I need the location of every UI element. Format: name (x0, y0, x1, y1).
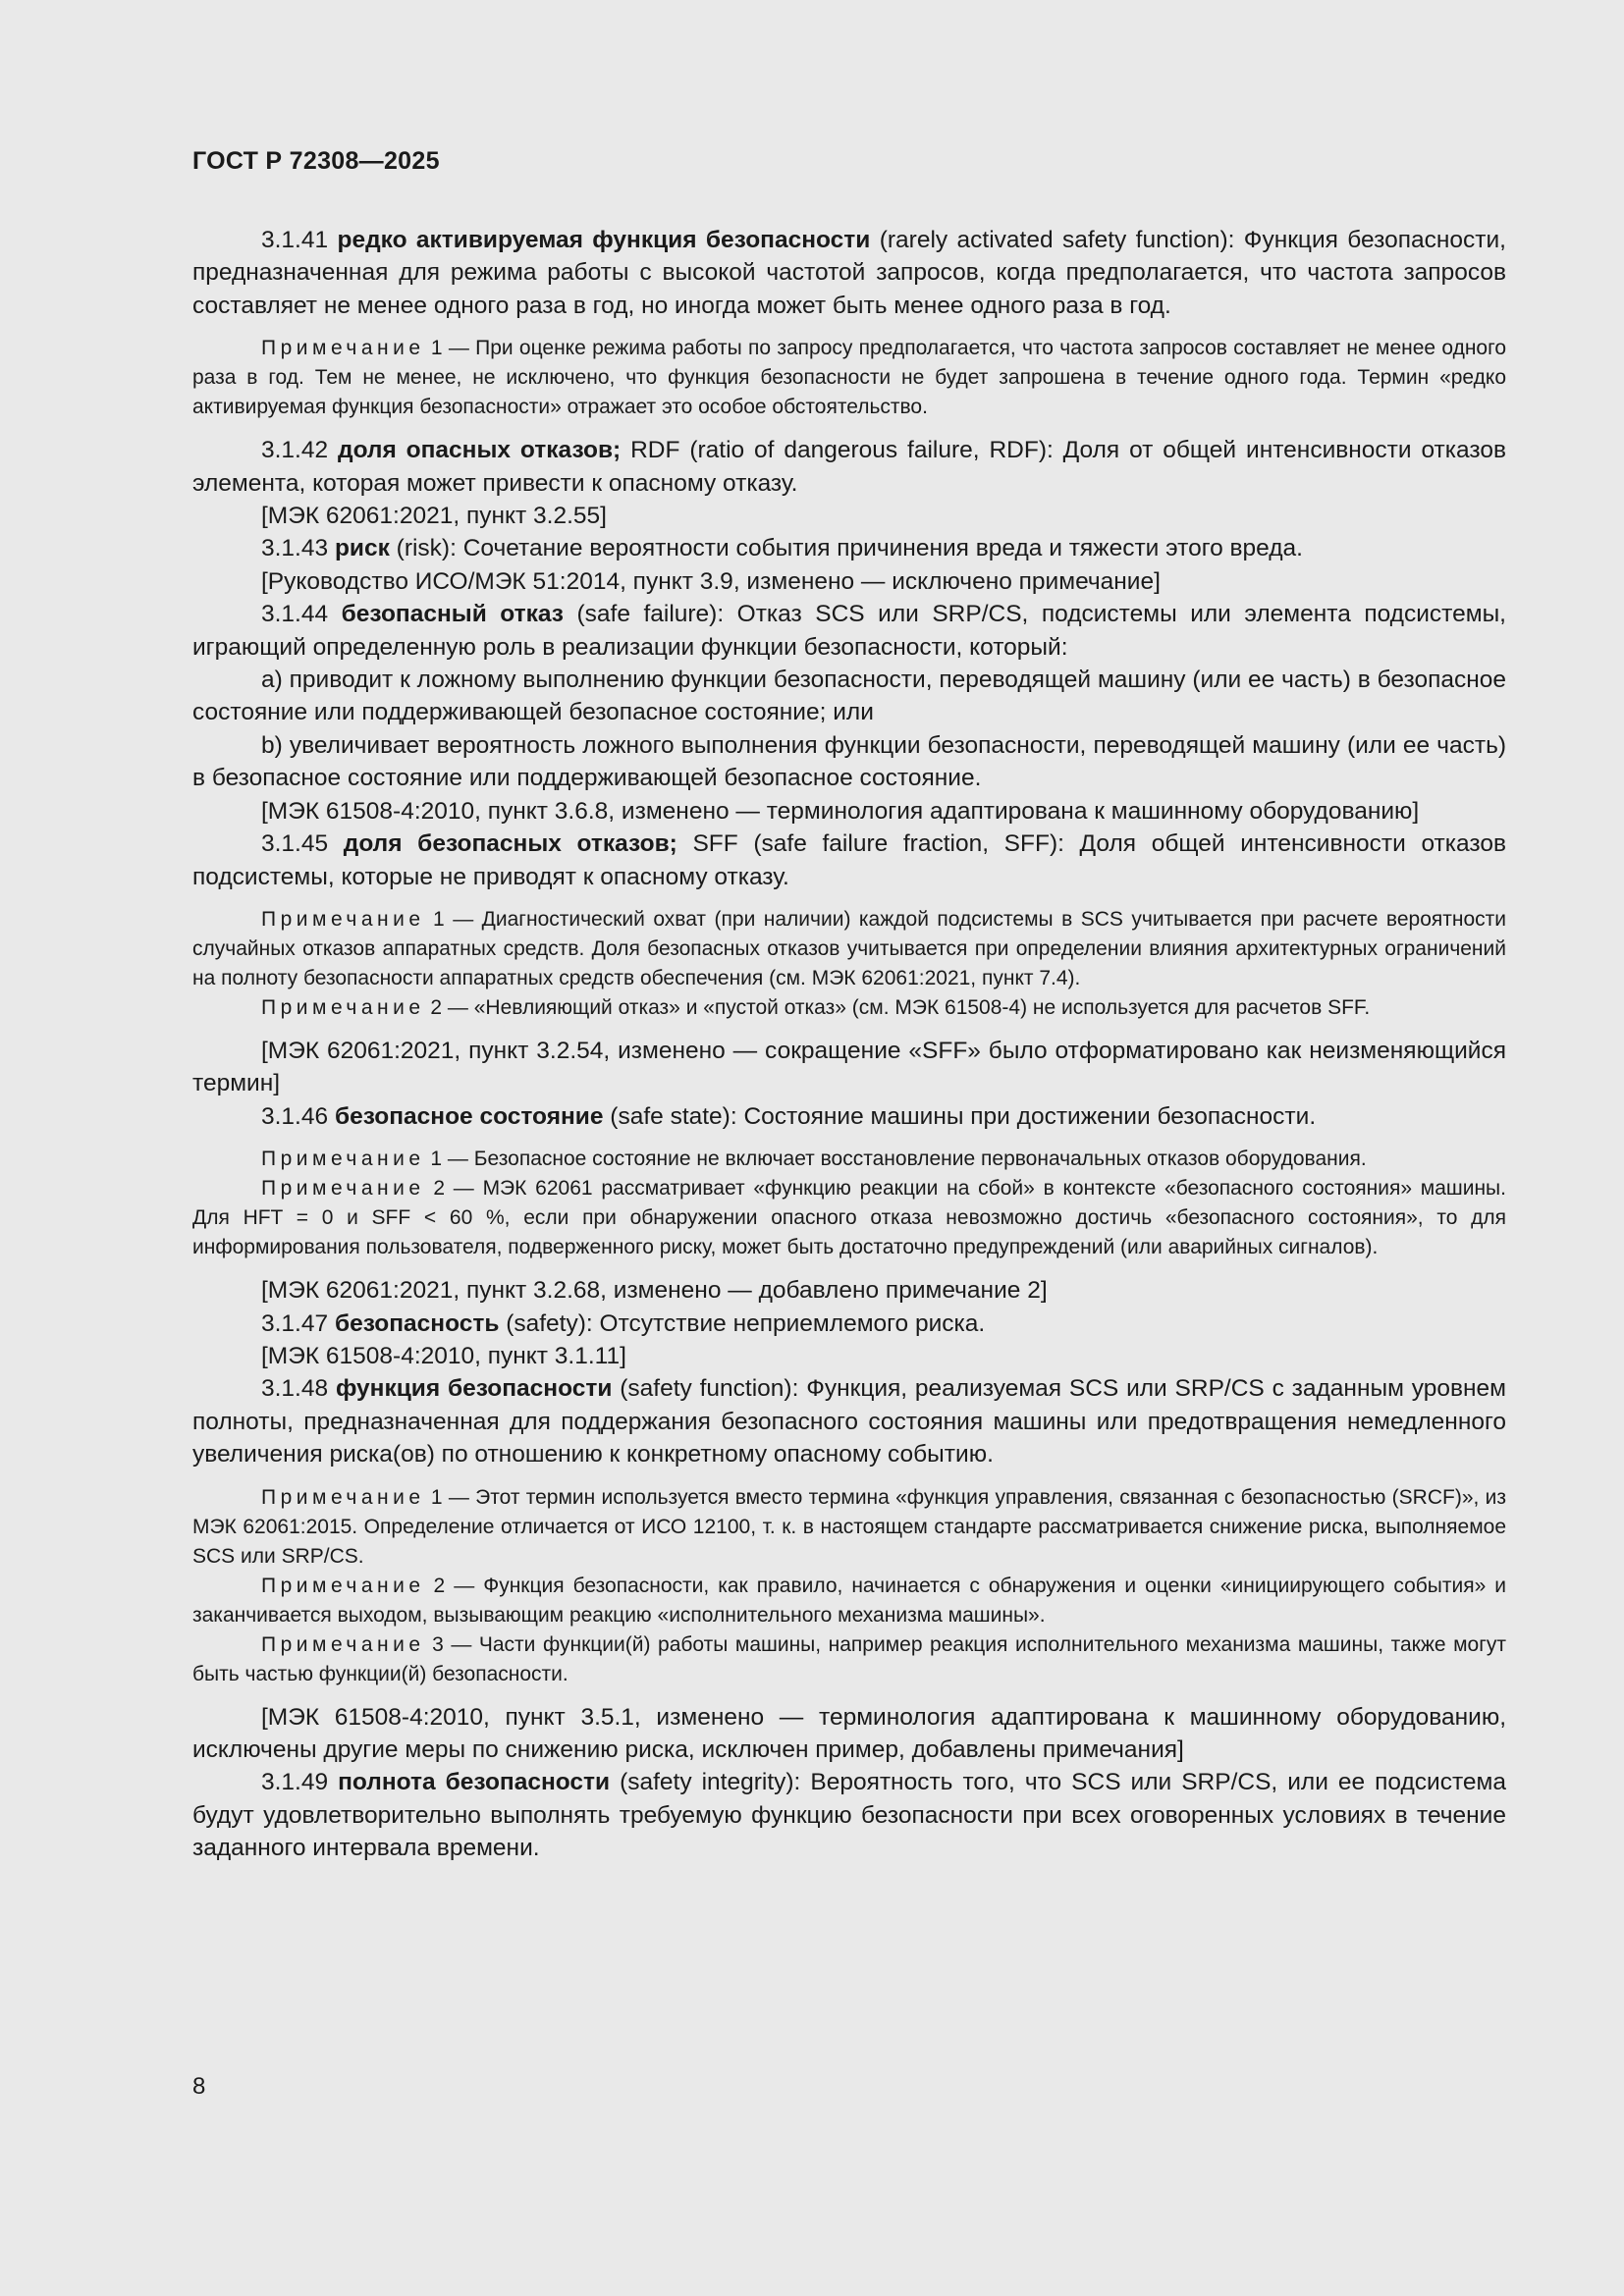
term-3-1-45 (192, 828, 1506, 893)
term-name: безопасность (334, 1309, 500, 1337)
term-3-1-46 (192, 1100, 1506, 1133)
term-number: 3.1.44 (261, 601, 342, 628)
note-text: 1 — При оценке режима работы по запросу предполагается, что частота запросов составляет не менее одного раза в год. Тем не менее, не исключено, что функция безопасности не будет запрошена в течение одного года. Термин «редко активируемая функция безопасности» отражает это особое обстоятельство. (192, 337, 1506, 419)
list-item-b: b) увеличивает вероятность ложного выполнения функции безопасности, переводящей машину (или ее часть) в безопасное состояние или поддерживающей безопасное состояние. (192, 731, 1506, 792)
term-definition: (safety): Отсутствие неприемлемого риска. (499, 1309, 986, 1337)
list-item-a: a) приводит к ложному выполнению функции безопасности, переводящей машину (или ее часть) в безопасное состояние или поддерживающей безопасное состояние; или (192, 667, 1506, 726)
term-name: безопасный отказ (341, 601, 564, 628)
term-definition: (risk): Сочетание вероятности события причинения вреда и тяжести этого вреда. (389, 535, 1303, 562)
term-name: редко активируемая функция безопасности (337, 227, 871, 253)
page-content (192, 224, 1506, 1865)
note-3-1-48-1 (192, 1483, 1506, 1572)
note-text: 1 — Диагностический охват (при наличии) каждой подсистемы в SCS учитывается при расчете вероятности случайных отказов аппаратных средств. Доля безопасных отказов учитывается при определении влияния архитектурных ограничений на полноту безопасности аппаратных средств обеспечения (см. МЭК 62061:2021, пункт 7.4). (192, 907, 1506, 989)
note-label: Примечание (261, 1148, 425, 1171)
term-number: 3.1.49 (261, 1769, 339, 1796)
term-3-1-44 (192, 598, 1506, 664)
term-definition: (rarely activated safety function): Функция безопасности, предназначенная для режима работы с высокой частотой запросов, когда предполагается, что частота запросов составляет не менее одного раза в год, но иногда может быть менее одного раза в год. (192, 227, 1506, 319)
note-3-1-45-1 (192, 905, 1506, 993)
note-label: Примечание (261, 1485, 425, 1509)
page-number: 8 (192, 2073, 206, 2100)
reference-3-1-44: [МЭК 61508-4:2010, пункт 3.6.8, изменено — терминология адаптирована к машинному оборудованию] (261, 797, 1420, 825)
term-number: 3.1.45 (261, 830, 344, 858)
reference-3-1-42: [МЭК 62061:2021, пункт 3.2.55] (261, 503, 607, 530)
term-number: 3.1.47 (261, 1309, 335, 1337)
note-label: Примечание (261, 1177, 425, 1201)
term-3-1-42 (192, 434, 1506, 500)
term-definition: (safe state): Состояние машины при достижении безопасности. (603, 1102, 1317, 1130)
document-header: ГОСТ Р 72308—2025 (192, 147, 440, 175)
note-label: Примечание (261, 995, 425, 1019)
note-text: 2 — МЭК 62061 рассматривает «функцию реакции на сбой» в контексте «безопасного состояния» машины. Для HFT = 0 и SFF < 60 %, если при обнаружении опасного отказа невозможно достичь «безопасного состояния», то для информирования пользователя, подверженного риску, может быть достаточно предупреждений (или аварийных сигналов). (192, 1177, 1506, 1259)
note-text: 1 — Этот термин используется вместо термина «функция управления, связанная с безопасностью (SRCF)», из МЭК 62061:2015. Определение отличается от ИСО 12100, т. к. в настоящем стандарте рассматривается снижение риска, выполняемое SCS или SRP/CS. (192, 1485, 1506, 1568)
reference-3-1-47: [МЭК 61508-4:2010, пункт 3.1.11] (261, 1342, 626, 1369)
term-name: доля безопасных отказов; (343, 830, 677, 858)
note-3-1-46-1 (192, 1145, 1506, 1174)
term-3-1-47 (192, 1308, 1506, 1340)
note-3-1-41-1 (192, 334, 1506, 422)
note-label: Примечание (261, 907, 425, 931)
term-definition: (safety function): Функция, реализуемая SCS или SRP/CS с заданным уровнем полноты, предназначенная для поддержания безопасного состояния машины или предотвращения немедленного увеличения риска(ов) по отношению к конкретному опасному событию. (192, 1375, 1507, 1468)
term-name: полнота безопасности (338, 1769, 611, 1796)
term-number: 3.1.42 (261, 437, 339, 464)
term-number: 3.1.43 (261, 535, 335, 562)
note-3-1-48-3 (192, 1630, 1506, 1689)
note-label: Примечание (261, 337, 425, 360)
note-3-1-48-2 (192, 1572, 1506, 1630)
term-name: риск (334, 535, 390, 562)
term-name: безопасное состояние (334, 1102, 604, 1130)
term-3-1-43 (192, 532, 1506, 564)
term-number: 3.1.46 (261, 1102, 335, 1130)
reference-3-1-43: [Руководство ИСО/МЭК 51:2014, пункт 3.9, изменено — исключено примечание] (261, 567, 1161, 595)
term-name: функция безопасности (335, 1375, 613, 1403)
note-text: 2 — Функция безопасности, как правило, начинается с обнаружения и оценки «инициирующего события» и заканчивается выходом, вызывающим реакцию «исполнительного механизма машины». (192, 1574, 1506, 1627)
term-3-1-49 (192, 1766, 1506, 1864)
note-3-1-46-2 (192, 1174, 1506, 1262)
reference-3-1-46: [МЭК 62061:2021, пункт 3.2.68, изменено — добавлено примечание 2] (261, 1277, 1048, 1305)
term-3-1-48 (192, 1372, 1506, 1470)
term-definition: (safe failure): Отказ SCS или SRP/CS, подсистемы или элемента подсистемы, играющий определенную роль в реализации функции безопасности, который: (192, 601, 1506, 661)
note-text: 3 — Части функции(й) работы машины, например реакция исполнительного механизма машины, также могут быть частью функции(й) безопасности. (192, 1632, 1506, 1685)
term-definition: SFF (safe failure fraction, SFF): Доля общей интенсивности отказов подсистемы, которые не приводят к опасному отказу. (192, 830, 1506, 890)
term-number: 3.1.48 (261, 1375, 336, 1403)
note-text: 2 — «Невлияющий отказ» и «пустой отказ» (см. МЭК 61508-4) не используется для расчетов SFF. (424, 995, 1371, 1019)
note-3-1-45-2 (192, 993, 1506, 1023)
term-definition: (safety integrity): Вероятность того, что SCS или SRP/CS, или ее подсистема будут удовлетворительно выполнять требуемую функцию безопасности при всех оговоренных условиях в течение заданного интервала времени. (192, 1769, 1506, 1862)
term-3-1-41 (192, 224, 1506, 322)
term-name: доля опасных отказов; (338, 437, 622, 464)
note-text: 1 — Безопасное состояние не включает восстановление первоначальных отказов оборудования. (424, 1148, 1367, 1171)
note-label: Примечание (261, 1574, 425, 1597)
note-label: Примечание (261, 1632, 425, 1656)
term-definition: RDF (ratio of dangerous failure, RDF): Доля от общей интенсивности отказов элемента, которая может привести к опасному отказу. (192, 437, 1506, 497)
reference-3-1-45: [МЭК 62061:2021, пункт 3.2.54, изменено — сокращение «SFF» было отформатировано как неизменяющийся термин] (192, 1037, 1506, 1097)
term-number: 3.1.41 (261, 227, 338, 253)
reference-3-1-48: [МЭК 61508-4:2010, пункт 3.5.1, изменено — терминология адаптирована к машинному оборудованию, исключены другие меры по снижению риска, исключен пример, добавлены примечания] (192, 1703, 1506, 1763)
